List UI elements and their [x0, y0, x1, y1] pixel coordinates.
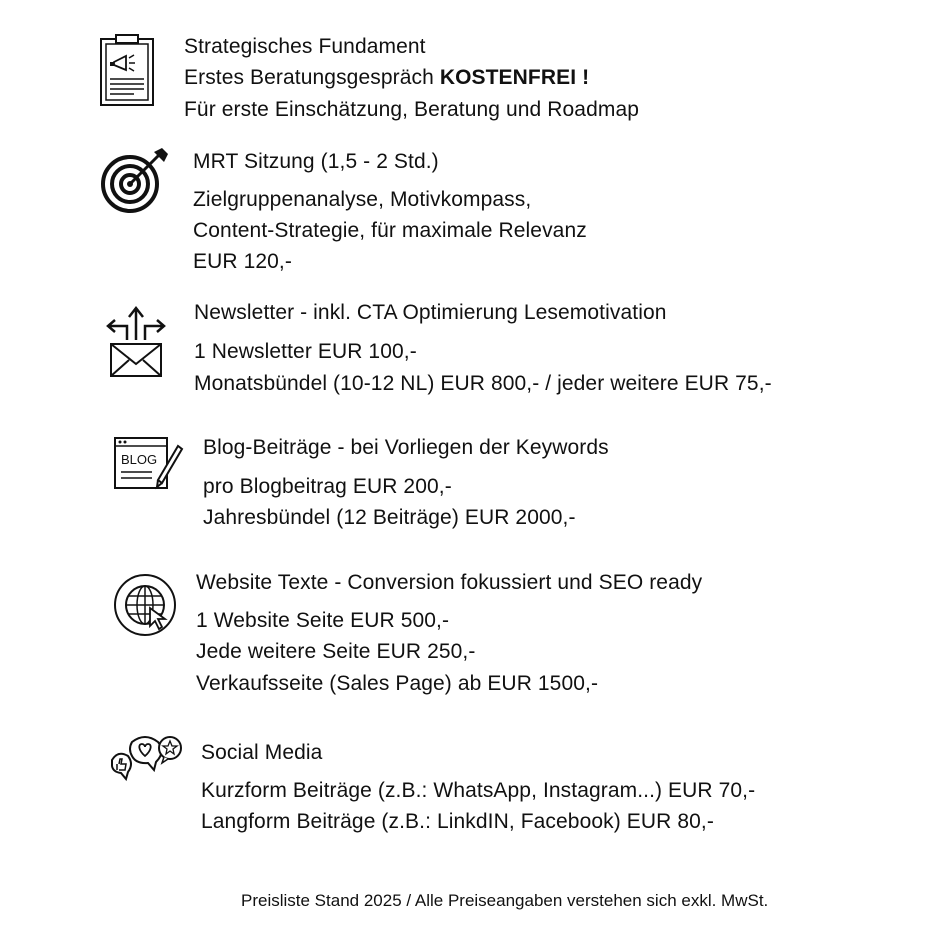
section-line: Für erste Einschätzung, Beratung und Roadmap	[184, 98, 639, 121]
price-line: Kurzform Beiträge (z.B.: WhatsApp, Instagram...) EUR 70,-	[201, 779, 756, 802]
price-line: 1 Newsletter EUR 100,-	[194, 340, 417, 363]
section-title: Strategisches Fundament	[184, 35, 426, 58]
target-arrow-icon	[100, 146, 170, 216]
price-line: EUR 120,-	[193, 250, 292, 273]
section-line: Content-Strategie, für maximale Relevanz	[193, 219, 587, 242]
price-line: pro Blogbeitrag EUR 200,-	[203, 475, 452, 498]
footer-note: Preisliste Stand 2025 / Alle Preiseangaben verstehen sich exkl. MwSt.	[241, 891, 769, 910]
section-line: Zielgruppenanalyse, Motivkompass,	[193, 188, 532, 211]
section-title: Website Texte - Conversion fokussiert und SEO ready	[196, 571, 703, 594]
section-title: MRT Sitzung (1,5 - 2 Std.)	[193, 150, 439, 173]
price-line: Monatsbündel (10-12 NL) EUR 800,- / jeder weitere EUR 75,-	[194, 372, 772, 395]
section-title: Social Media	[201, 741, 323, 764]
blog-pencil-icon	[112, 434, 184, 492]
section-title: Blog-Beiträge - bei Vorliegen der Keywords	[203, 436, 609, 459]
consultation-line	[184, 65, 589, 91]
price-line: Jede weitere Seite EUR 250,-	[196, 640, 476, 663]
price-line: Langform Beiträge (z.B.: LinkdIN, Facebook) EUR 80,-	[201, 810, 714, 833]
section-title: Newsletter - inkl. CTA Optimierung Lesemotivation	[194, 301, 667, 324]
social-bubbles-icon	[108, 734, 184, 782]
clipboard-megaphone-icon	[98, 34, 156, 108]
price-line: 1 Website Seite EUR 500,-	[196, 609, 450, 632]
free-label: KOSTENFREI !	[439, 66, 590, 89]
blog-icon-label: BLOG	[121, 452, 158, 467]
globe-cursor-icon	[112, 572, 178, 638]
envelope-arrows-icon	[99, 304, 175, 378]
price-line: Jahresbündel (12 Beiträge) EUR 2000,-	[203, 506, 576, 529]
consultation-text: Erstes Beratungsgespräch	[184, 66, 440, 89]
price-line: Verkaufsseite (Sales Page) ab EUR 1500,-	[196, 672, 599, 695]
